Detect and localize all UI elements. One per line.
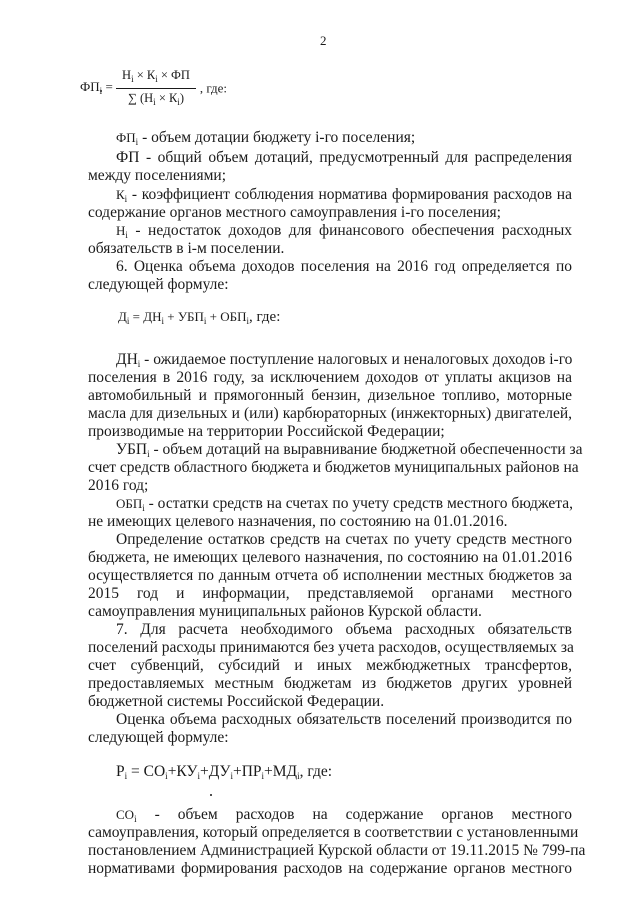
formula-p: $Р_i = СО_i+КУ_i+ДУ_i+ПР_i+МД_i$, где:: [116, 763, 333, 781]
def-k: $К_i$ - коэффициент соблюдения норматива формирования расходов на содержание органов местного самоуправления i-го поселения;: [88, 186, 572, 221]
para-7: 7. Для расчета необходимого объема расходных обязательств поселений расходы принимаются без учета расходов, осуществляемых за счет субвенций, субсидий и иных межбюджетных трансфертов, предоставляемых местным бюджетам из бюджетов других уровней бюджетной системы Российской Федерации.: [88, 621, 574, 710]
formula-fp: ФП = $\frac{Н_i \times К_i \times ФП}{\sum (Н_i \times К_i)}$ , где:: [80, 68, 227, 107]
para-6: 6. Оценка объема доходов поселения на 2016 год определяется по следующей формуле:: [88, 258, 572, 293]
def-obp: $ОБП_i$ - остатки средств на счетах по учету средств местного бюджета, не имеющих целевого назначения, по состоянию на 01.01.2016.: [88, 495, 574, 530]
def-n: $Н_i$ - недостаток доходов для финансового обеспечения расходных обязательств в i-м поселении.: [88, 222, 572, 257]
def-dn: $ДН_i$ - ожидаемое поступление налоговых и неналоговых доходов i-го поселения в 2016 году, за исключением доходов от уплаты акцизов на автомобильный и прямогонный бензин, дизельное топливо, моторные масла для дизельных и (или) карбюраторных (инжекторных) двигателей, производимые на территории Российской Федерации;: [88, 351, 573, 440]
scan-dot: [210, 794, 212, 796]
def-co: $СО_i$ - объем расходов на содержание органов местного самоуправления, который определяется в соответствии с установленными постановлением Администрацией Курской области от 19.11.2015 № 799-па нормативами формирования расходов на содержание органов местного: [88, 806, 586, 877]
page-number: 2: [320, 33, 327, 48]
formula-d: $Д_i = ДН_i + УБП_i + ОБП_i$, где:: [118, 309, 281, 326]
def-fp: ФП - общий объем дотаций, предусмотренный для распределения между поселениями;: [88, 149, 572, 184]
para-ostatki: Определение остатков средств на счетах по учету средств местного бюджета, не имеющих целевого назначения, по состоянию на 01.01.2016 осуществляется по данным отчета об исполнении местных бюджетов за 2015 год и информации, представляемой органами местного самоуправления муниципальных районов Курской области.: [88, 531, 572, 620]
def-ubp: $УБП_i$ - объем дотаций на выравнивание бюджетной обеспеченности за счет средств областного бюджета и бюджетов муниципальных районов на 2016 год;: [88, 441, 583, 494]
def-fp-i: $ФП_i$ - объем дотации бюджету i-го поселения;: [116, 129, 416, 147]
scan-dot: [100, 90, 102, 92]
para-ocenka: Оценка объема расходных обязательств поселений производится по следующей формуле:: [88, 711, 572, 746]
